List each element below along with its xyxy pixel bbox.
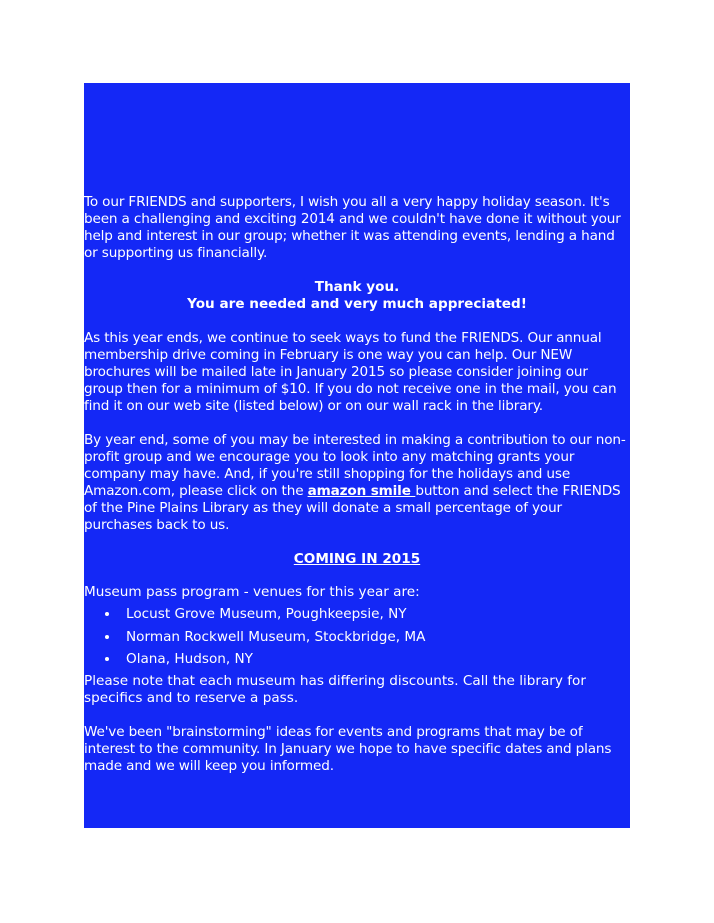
contribution-text-before: By year end, some of you may be interested in making a contribution to our non-profit group and we encourage you to look into any matching grants your company may have. And, if you're still shopping for the holidays and use Amazon.com, please click on the — [84, 432, 626, 499]
coming-in-2015-heading: COMING IN 2015 — [293, 551, 421, 567]
appreciation-line: You are needed and very much appreciated! — [187, 296, 527, 312]
venue-label: Norman Rockwell Museum, Stockbridge, MA — [126, 628, 426, 645]
bullet-icon — [105, 635, 109, 639]
amazon-smile-link[interactable]: amazon smile — [307, 483, 416, 499]
venue-label: Locust Grove Museum, Poughkeepsie, NY — [126, 606, 407, 622]
venue-item — [84, 626, 630, 649]
museum-intro: Museum pass program - venues for this year are: — [84, 584, 420, 600]
intro-paragraph: To our FRIENDS and supporters, I wish you all a very happy holiday season. It's been a challenging and exciting 2014 and we couldn't have done it without your help and interest in our group; whether it was attending events, lending a hand or supporting us financially. — [84, 194, 621, 261]
museum-note: Please note that each museum has differing discounts. Call the library for specifics and to reserve a pass. — [84, 672, 586, 706]
contribution-paragraph — [84, 432, 630, 534]
bullet-icon — [105, 612, 109, 616]
thank-you-block — [84, 279, 630, 313]
thank-you-line: Thank you. — [314, 279, 400, 295]
bullet-icon — [105, 657, 109, 661]
membership-paragraph: As this year ends, we continue to seek ways to fund the FRIENDS. Our annual membership drive coming in February is one way you can help. Our NEW brochures will be mailed late in January 2015 so please consider joining our group then for a minimum of $10. If you do not receive one in the mail, you can find it on our web site (listed below) or on our wall rack in the library. — [84, 330, 617, 414]
contribution-text-after: button and select the FRIENDS of the Pine Plains Library as they will donate a small percentage of your purchases back to us. — [84, 483, 621, 533]
newsletter-panel — [84, 83, 630, 828]
venue-item — [84, 603, 630, 626]
brainstorm-paragraph: We've been "brainstorming" ideas for events and programs that may be of interest to the community. In January we hope to have specific dates and plans made and we will keep you informed. — [84, 723, 612, 774]
venue-label: Olana, Hudson, NY — [126, 651, 253, 667]
venue-item — [84, 648, 630, 671]
venue-list — [84, 603, 630, 671]
